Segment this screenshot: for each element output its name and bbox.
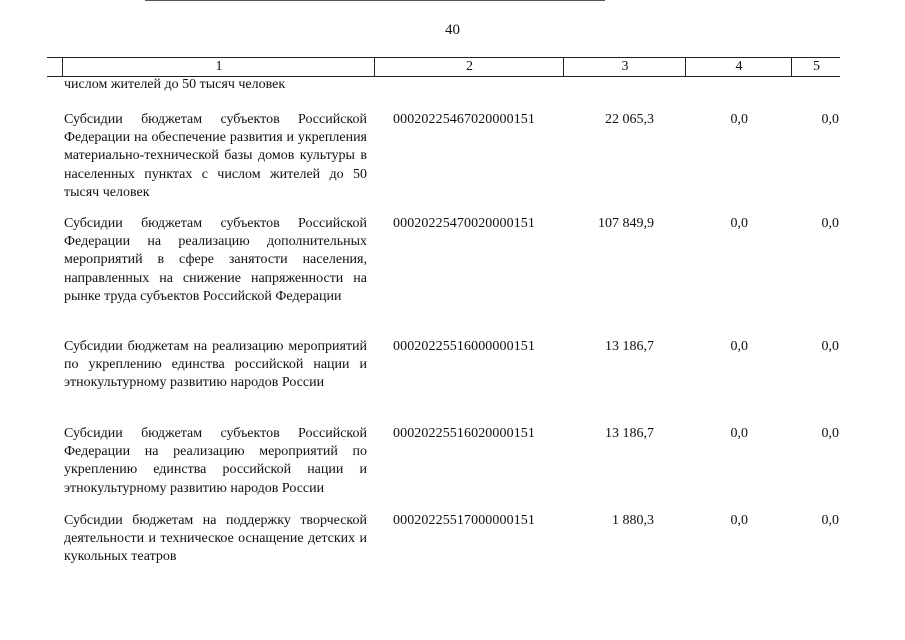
row-value-3: 13 186,7 — [605, 426, 654, 441]
row-value-5: 0,0 — [821, 426, 839, 441]
header-col-2: 2 — [374, 58, 564, 76]
row-value-3: 22 065,3 — [605, 112, 654, 127]
row-code: 00020225517000000151 — [393, 513, 535, 528]
row-code: 00020225467020000151 — [393, 112, 535, 127]
header-col-1: 1 — [62, 58, 375, 76]
row-value-4: 0,0 — [730, 216, 748, 231]
row-value-5: 0,0 — [821, 216, 839, 231]
header-col-5: 5 — [791, 58, 841, 76]
continuation-text: числом жителей до 50 тысяч человек — [64, 77, 286, 92]
scan-top-rule — [145, 0, 605, 1]
row-description: Субсидии бюджетам на реализацию мероприятий по укреплению единства российской нации и этнокультурному развитию народов России — [64, 339, 367, 391]
row-value-4: 0,0 — [730, 426, 748, 441]
row-value-4: 0,0 — [730, 513, 748, 528]
row-value-3: 107 849,9 — [598, 216, 654, 231]
row-value-3: 1 880,3 — [612, 513, 654, 528]
row-description: Субсидии бюджетам субъектов Российской Федерации на обеспечение развития и укрепления материально-технической базы домов культуры в населенных пунктах с числом жителей до 50 тысяч человек — [64, 112, 367, 200]
header-col-3: 3 — [563, 58, 686, 76]
row-value-4: 0,0 — [730, 112, 748, 127]
row-value-4: 0,0 — [730, 339, 748, 354]
page-number: 40 — [445, 22, 460, 38]
table-header — [47, 57, 840, 77]
row-value-5: 0,0 — [821, 513, 839, 528]
row-description: Субсидии бюджетам субъектов Российской Федерации на реализацию мероприятий по укреплению единства российской нации и этнокультурному развитию народов России — [64, 426, 367, 496]
row-code: 00020225516020000151 — [393, 426, 535, 441]
row-code: 00020225470020000151 — [393, 216, 535, 231]
row-code: 00020225516000000151 — [393, 339, 535, 354]
row-description: Субсидии бюджетам на поддержку творческой деятельности и техническое оснащение детских и кукольных театров — [64, 513, 367, 565]
header-col-4: 4 — [685, 58, 792, 76]
row-value-3: 13 186,7 — [605, 339, 654, 354]
row-value-5: 0,0 — [821, 339, 839, 354]
row-description: Субсидии бюджетам субъектов Российской Федерации на реализацию дополнительных мероприятий в сфере занятости населения, направленных на снижение напряженности на рынке труда субъектов Российской Федерации — [64, 216, 367, 304]
row-value-5: 0,0 — [821, 112, 839, 127]
